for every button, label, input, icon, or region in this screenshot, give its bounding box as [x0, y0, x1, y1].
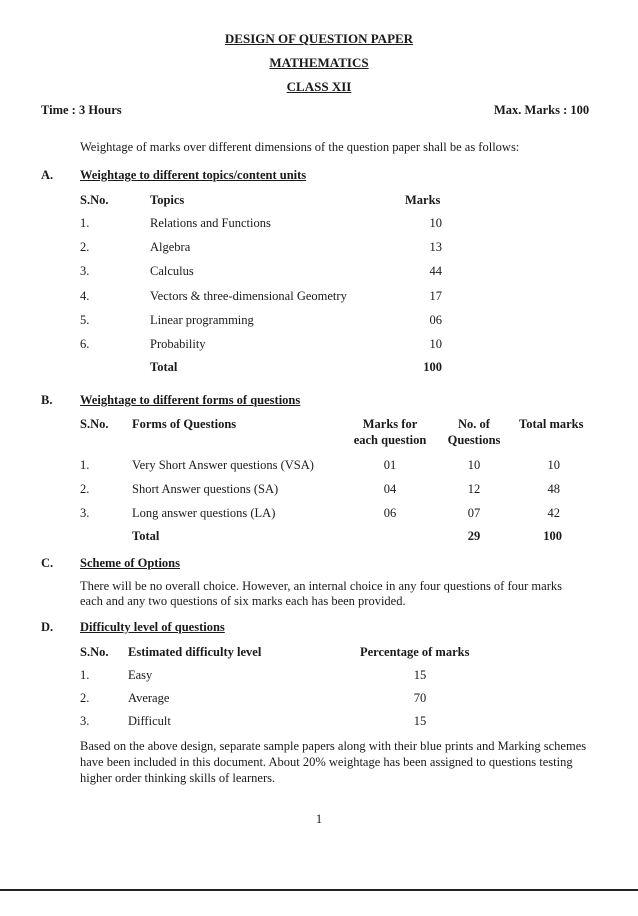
- table-b-form: Long answer questions (LA): [132, 506, 276, 520]
- table-a-topic: Vectors & three-dimensional Geometry: [150, 289, 347, 303]
- table-a-sno: 2.: [80, 240, 90, 254]
- table-b-header-forms: Forms of Questions: [132, 417, 237, 431]
- table-b-total: 42: [547, 506, 560, 520]
- table-b-num: 10: [467, 458, 481, 472]
- table-a-sno: 1.: [80, 216, 90, 230]
- table-a-marks: 10: [429, 337, 442, 351]
- table-d-pct: 15: [413, 668, 427, 682]
- table-b-form: Very Short Answer questions (VSA): [132, 458, 314, 472]
- table-b-each: 06: [383, 506, 397, 520]
- section-d-heading: Difficulty level of questions: [80, 620, 225, 634]
- table-b-header-num-1: No. of: [458, 417, 490, 431]
- table-a-marks: 10: [429, 216, 442, 230]
- table-d-pct: 15: [413, 714, 427, 728]
- table-b-total: 48: [547, 482, 560, 496]
- table-a-sno: 5.: [80, 313, 90, 327]
- table-d-pct: 70: [413, 691, 427, 705]
- table-b-header-sno: S.No.: [80, 417, 109, 431]
- table-a-header-marks: Marks: [405, 193, 441, 207]
- table-b-total-label: Total: [132, 529, 160, 543]
- table-a-topic: Linear programming: [150, 313, 254, 327]
- section-c-text-line2: each and any two questions of six marks each has been provided.: [80, 594, 406, 608]
- table-a-topic: Relations and Functions: [150, 216, 271, 230]
- table-b-sno: 2.: [80, 482, 90, 496]
- table-a-marks: 17: [429, 289, 442, 303]
- doc-title: DESIGN OF QUESTION PAPER: [224, 31, 414, 46]
- closing-text-line2: have been included in this document. About 20% weightage has been assigned to questions testing: [80, 755, 573, 769]
- section-b-heading: Weightage to different forms of questions: [80, 393, 301, 407]
- table-b-sno: 3.: [80, 506, 90, 520]
- section-c-heading: Scheme of Options: [80, 556, 180, 570]
- table-d-sno: 2.: [80, 691, 90, 705]
- table-d-level: Average: [128, 691, 170, 705]
- section-a-heading: Weightage to different topics/content units: [80, 168, 307, 182]
- doc-class: CLASS XII: [286, 79, 352, 94]
- table-b-num: 12: [467, 482, 481, 496]
- section-c-letter: C.: [41, 556, 54, 570]
- page-number: 1: [315, 812, 323, 826]
- time-label: Time : 3 Hours: [41, 103, 122, 117]
- table-b-total: 10: [547, 458, 560, 472]
- section-d-letter: D.: [41, 620, 54, 634]
- table-b-header-total: Total marks: [519, 417, 584, 431]
- intro-text: Weightage of marks over different dimensions of the question paper shall be as follows:: [80, 140, 520, 154]
- table-d-level: Easy: [128, 668, 153, 682]
- table-a-header-sno: S.No.: [80, 193, 109, 207]
- table-a-marks: 44: [429, 264, 442, 278]
- table-a-marks: 06: [429, 313, 442, 327]
- table-b-sno: 1.: [80, 458, 90, 472]
- section-a-letter: A.: [41, 168, 54, 182]
- table-a-topic: Probability: [150, 337, 206, 351]
- table-d-header-sno: S.No.: [80, 645, 109, 659]
- table-b-each: 01: [383, 458, 397, 472]
- table-a-sno: 3.: [80, 264, 90, 278]
- table-a-topic: Algebra: [150, 240, 191, 254]
- max-marks-label: Max. Marks : 100: [494, 103, 590, 117]
- table-d-level: Difficult: [128, 714, 171, 728]
- closing-text-line1: Based on the above design, separate sample papers along with their blue prints and Marking schemes: [80, 739, 587, 753]
- table-a-marks: 13: [429, 240, 442, 254]
- table-d-sno: 1.: [80, 668, 90, 682]
- table-a-total-label: Total: [150, 360, 178, 374]
- table-d-sno: 3.: [80, 714, 90, 728]
- table-b-total-num: 29: [467, 529, 481, 543]
- table-b-header-num-2: Questions: [447, 433, 501, 447]
- table-b-total-marks: 100: [543, 529, 562, 543]
- closing-text-line3: higher order thinking skills of learners.: [80, 771, 276, 785]
- table-a-header-topics: Topics: [150, 193, 185, 207]
- table-b-form: Short Answer questions (SA): [132, 482, 279, 496]
- table-a-topic: Calculus: [150, 264, 194, 278]
- table-a-sno: 6.: [80, 337, 90, 351]
- section-c-text-line1: There will be no overall choice. However, an internal choice in any four questions of four marks: [80, 579, 562, 593]
- table-b-header-each-1: Marks for: [362, 417, 418, 431]
- table-d-header-level: Estimated difficulty level: [128, 645, 262, 659]
- bottom-rule: [0, 889, 638, 891]
- section-b-letter: B.: [41, 393, 53, 407]
- table-a-sno: 4.: [80, 289, 90, 303]
- table-b-num: 07: [467, 506, 481, 520]
- doc-subject: MATHEMATICS: [269, 55, 369, 70]
- table-b-each: 04: [383, 482, 397, 496]
- table-a-total-value: 100: [423, 360, 442, 374]
- table-d-header-pct: Percentage of marks: [360, 645, 470, 659]
- table-b-header-each-2: each question: [353, 433, 427, 447]
